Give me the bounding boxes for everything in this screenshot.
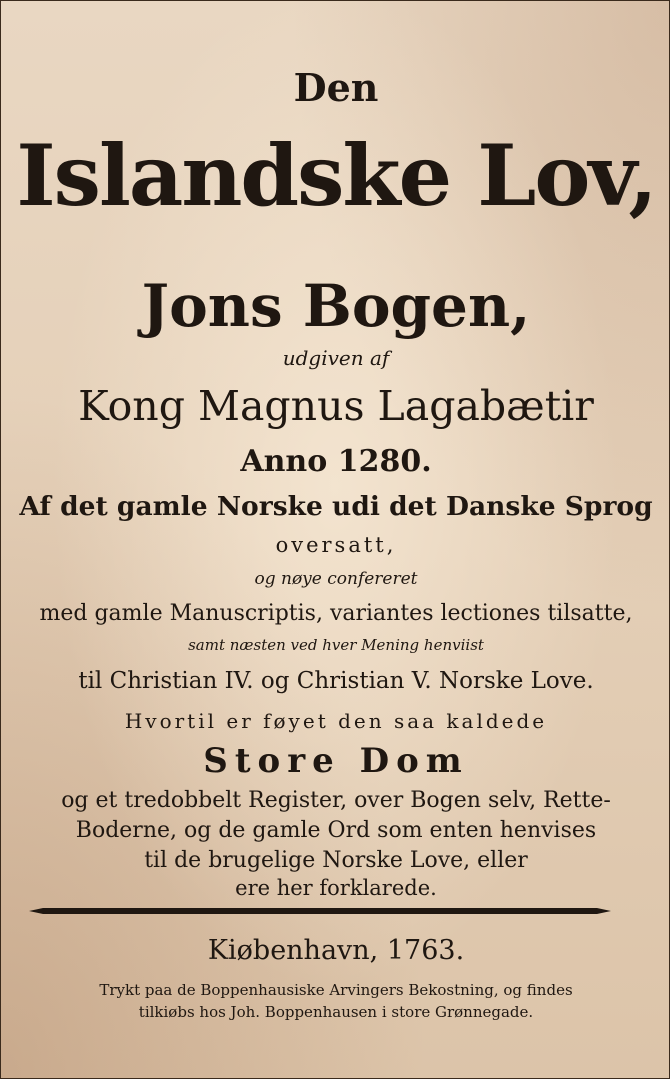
line-udgiven: udgiven af	[282, 346, 390, 370]
oversatt-line: oversatt,	[275, 533, 397, 557]
confereret-line: og nøye confereret	[254, 569, 418, 589]
samt-line: samt næsten ved hver Mening henviist	[188, 636, 484, 654]
printer-line-1: Trykt paa de Boppenhausiske Arvingers Bekostning, og findes	[99, 981, 573, 999]
manuscripts-line: med gamle Manuscriptis, variantes lectiones tilsatte,	[39, 601, 633, 626]
store-dom-line: Store Dom	[203, 741, 469, 781]
subtitle-jons-bogen: Jons Bogen,	[141, 272, 531, 340]
place-year: Kiøbenhavn, 1763.	[207, 935, 465, 966]
boderne-line: Boderne, og de gamle Ord som enten henvises	[75, 818, 597, 843]
king-name: Kong Magnus Lagabætir	[78, 382, 594, 430]
printer-line-2: tilkiøbs hos Joh. Boppenhausen i store Grønnegade.	[138, 1003, 534, 1021]
hvortil-line: Hvortil er føyet den saa kaldede	[124, 709, 548, 733]
forklarede-line: ere her forklarede.	[235, 876, 437, 900]
main-title: Islandske Lov,	[16, 126, 656, 225]
register-line: og et tredobbelt Register, over Bogen selv, Rette-	[61, 788, 611, 813]
translated-line: Af det gamle Norske udi det Danske Sprog	[19, 491, 653, 522]
ornamental-rule	[29, 906, 611, 916]
christian-line: til Christian IV. og Christian V. Norske Love.	[78, 668, 594, 694]
heading-den: Den	[293, 65, 379, 110]
brugelige-line: til de brugelige Norske Love, eller	[144, 848, 528, 873]
anno-line: Anno 1280.	[240, 444, 432, 479]
